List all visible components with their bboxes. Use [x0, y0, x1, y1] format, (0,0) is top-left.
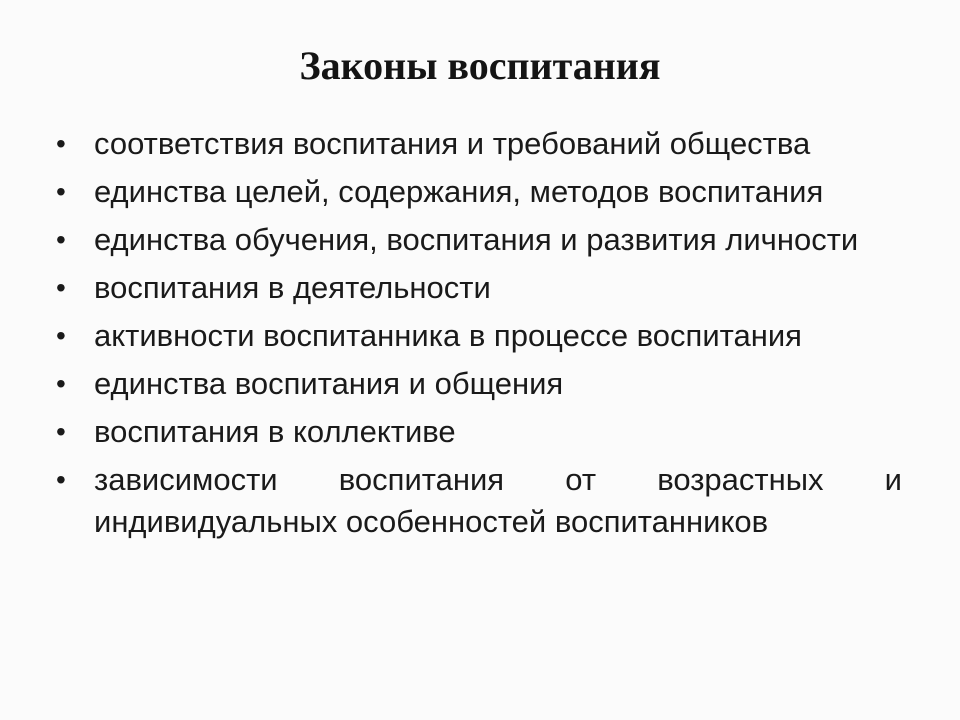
list-item — [56, 264, 902, 312]
list-item-text: единства целей, содержания, методов воспитания — [94, 174, 824, 209]
slide-title: Законы воспитания — [299, 43, 661, 88]
list-item — [56, 168, 902, 216]
bullet-icon: • — [56, 320, 66, 351]
bullet-icon: • — [56, 368, 66, 399]
list-item-text: зависимости воспитания от возрастных и индивидуальных особенностей воспитанников — [94, 462, 902, 539]
list-item-text: воспитания в коллективе — [94, 414, 456, 449]
bullet-icon: • — [56, 224, 66, 255]
list-item-text: единства обучения, воспитания и развития личности — [94, 222, 859, 257]
bullet-icon: • — [56, 128, 66, 159]
list-item — [56, 216, 902, 264]
list-item — [56, 456, 902, 543]
bullet-icon: • — [56, 272, 66, 303]
laws-list — [56, 120, 902, 543]
list-item — [56, 360, 902, 408]
list-item — [56, 312, 902, 360]
list-item-text: соответствия воспитания и требований общества — [94, 126, 811, 161]
bullet-icon: • — [56, 176, 66, 207]
bullet-icon: • — [56, 416, 66, 447]
list-item — [56, 120, 902, 168]
list-item-text: активности воспитанника в процессе воспитания — [94, 318, 802, 353]
list-item-text: воспитания в деятельности — [94, 270, 491, 305]
list-item-text: единства воспитания и общения — [94, 366, 564, 401]
list-item — [56, 408, 902, 456]
bullet-icon: • — [56, 464, 66, 495]
